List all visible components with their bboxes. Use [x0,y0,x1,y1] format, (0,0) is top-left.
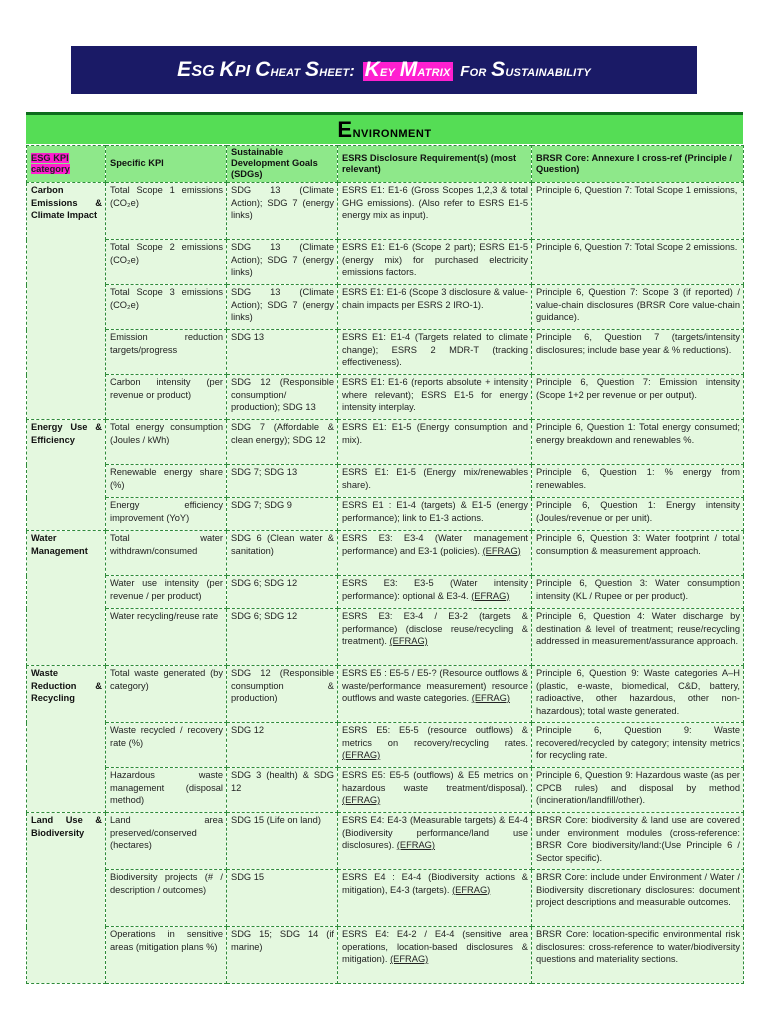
kpi-cell: Water recycling/reuse rate [106,609,227,666]
table-row [27,240,744,285]
sdg-cell: SDG 13 (Climate Action); SDG 7 (energy links) [227,285,338,330]
sdg-cell: SDG 15 (Life on land) [227,813,338,870]
esrs-cell [338,183,532,240]
kpi-cell: Waste recycled / recovery rate (%) [106,723,227,768]
esrs-cell [338,465,532,498]
esrs-text: ESRS E3: E3-5 (Water intensity performance): optional & E3-4. [342,578,528,601]
sdg-cell: SDG 7; SDG 9 [227,498,338,531]
sdg-cell: SDG 13 [227,330,338,375]
esrs-cell [338,420,532,465]
esrs-text: ESRS E5: E5-5 (resource outflows) & metrics on recovery/recycling rates. [342,725,528,748]
brsr-cell: Principle 6, Question 1: Energy intensity (Joules/revenue or per unit). [532,498,744,531]
sdg-cell: SDG 12 (Responsible consumption & production) [227,666,338,723]
brsr-cell: Principle 6, Question 3: Water footprint / total consumption & measurement approach. [532,531,744,576]
section-header [26,112,743,144]
efrag-link[interactable]: (EFRAG) [471,693,510,703]
kpi-cell: Water use intensity (per revenue / per product) [106,576,227,609]
kpi-cell: Hazardous waste management (disposal method) [106,768,227,813]
brsr-cell: BRSR Core: include under Environment / Water / Biodiversity discretionary disclosures: document project descriptions and measurable outcomes. [532,870,744,927]
sdg-cell: SDG 12 [227,723,338,768]
esrs-cell [338,531,532,576]
kpi-cell: Total Scope 1 emissions (CO₂e) [106,183,227,240]
brsr-cell: Principle 6, Question 7 (targets/intensity disclosures; include base year & % reductions). [532,330,744,375]
kpi-cell: Biodiversity projects (# / description / outcomes) [106,870,227,927]
title-banner [71,46,697,94]
sdg-cell: SDG 15 [227,870,338,927]
title-part1: ESG KPI Cheat Sheet: [177,58,355,81]
efrag-link[interactable]: (EFRAG) [452,884,491,895]
table-row [27,330,744,375]
table-row [27,723,744,768]
kpi-matrix-table [26,145,744,984]
category-cell: Land Use & Biodiversity [27,813,106,984]
esrs-cell [338,576,532,609]
kpi-cell: Total water withdrawn/consumed [106,531,227,576]
table-row [27,498,744,531]
esrs-text: ESRS E5 : E5-5 / E5-? (Resource outflows & waste/performance measurement) resource outflows and waste categories. [342,668,528,703]
header-category-label: ESG KPI category [31,152,70,174]
category-cell: Water Management [27,531,106,666]
esrs-cell [338,768,532,813]
title-part2: for Sustainability [460,58,591,81]
esrs-text: ESRS E1: E1-6 (Gross Scopes 1,2,3 & total GHG emissions). (Also refer to ESRS E1-5 energy mix as input). [342,185,528,220]
esrs-cell [338,813,532,870]
table-row [27,609,744,666]
table-row [27,813,744,870]
kpi-cell: Operations in sensitive areas (mitigation plans %) [106,927,227,984]
header-brsr: BRSR Core: Annexure I cross-ref (Principle / Question) [532,146,744,183]
brsr-cell: Principle 6, Question 9: Hazardous waste (as per CPCB rules) and disposal by method (incineration/landfill/other). [532,768,744,813]
category-cell: Carbon Emissions & Climate Impact [27,183,106,420]
title-highlight: Key Matrix [364,58,451,81]
brsr-cell: BRSR Core: location-specific environmental risk disclosures: cross-reference to water/biodiversity questions and materiality sections. [532,927,744,984]
brsr-cell: Principle 6, Question 1: % energy from renewables. [532,465,744,498]
table-row [27,870,744,927]
esrs-cell [338,927,532,984]
esrs-cell [338,609,532,666]
table-row [27,531,744,576]
table-row [27,576,744,609]
page-title [177,58,591,82]
esrs-cell [338,375,532,420]
brsr-cell: Principle 6, Question 9: Waste recovered/recycled by category; intensity metrics for recycling rate. [532,723,744,768]
brsr-cell: Principle 6, Question 4: Water discharge by destination & level of treatment; reuse/recycling addressed in measurement/assurance approach. [532,609,744,666]
kpi-cell: Carbon intensity (per revenue or product) [106,375,227,420]
table-row [27,465,744,498]
efrag-link[interactable]: (EFRAG) [389,636,428,646]
esrs-text: ESRS E4: E4-3 (Measurable targets) & E4-4 (Biodiversity performance/land use disclosures). [342,815,528,850]
brsr-cell: Principle 6, Question 7: Emission intensity (Scope 1+2 per revenue or per output). [532,375,744,420]
sdg-cell: SDG 12 (Responsible consumption/ production); SDG 13 [227,375,338,420]
sdg-cell: SDG 6 (Clean water & sanitation) [227,531,338,576]
category-cell: Energy Use & Efficiency [27,420,106,531]
table-row [27,183,744,240]
kpi-cell: Total waste generated (by category) [106,666,227,723]
efrag-link[interactable]: (EFRAG) [342,795,381,805]
table-row [27,768,744,813]
efrag-link[interactable]: (EFRAG) [471,590,510,601]
brsr-cell: Principle 6, Question 3: Water consumption intensity (KL / Rupee or per product). [532,576,744,609]
esrs-text: ESRS E3: E3-4 / E3-2 (targets & performance) (disclose reuse/recycling & treatment). [342,611,528,646]
brsr-cell: Principle 6, Question 9: Waste categories A–H (plastic, e-waste, biomedical, C&D, battery, radioactive, other hazardous, other non-hazardous); total waste generated. [532,666,744,723]
efrag-link[interactable]: (EFRAG) [396,840,435,850]
category-cell: Waste Reduction & Recycling [27,666,106,813]
esrs-text: ESRS E4: E4-2 / E4-4 (sensitive area operations, location-based disclosures & mitigation). [342,929,528,964]
esrs-cell [338,285,532,330]
table-row [27,666,744,723]
kpi-cell: Total Scope 3 emissions (CO₂e) [106,285,227,330]
esrs-cell [338,240,532,285]
brsr-cell: Principle 6, Question 7: Total Scope 1 emissions, [532,183,744,240]
brsr-cell: Principle 6, Question 7: Total Scope 2 emissions. [532,240,744,285]
sdg-cell: SDG 7 (Affordable & clean energy); SDG 12 [227,420,338,465]
esrs-text: ESRS E1: E1-6 (Scope 2 part); ESRS E1-5 (energy mix) for purchased electricity emissions factors. [342,242,528,277]
esrs-text: ESRS E1: E1-6 (Scope 3 disclosure & value-chain impacts per ESRS 2 IRO-1). [342,287,528,310]
table-row [27,285,744,330]
esrs-cell [338,498,532,531]
sdg-cell: SDG 15; SDG 14 (if marine) [227,927,338,984]
esrs-text: ESRS E5: E5-5 (outflows) & E5 metrics on hazardous waste treatment/disposal). [342,770,528,793]
header-sdg: Sustainable Development Goals (SDGs) [227,146,338,183]
header-category [27,146,106,183]
kpi-cell: Total Scope 2 emissions (CO₂e) [106,240,227,285]
esrs-text: ESRS E1 : E1-4 (targets) & E1-5 (energy performance); link to E1-3 actions. [342,500,528,523]
table-header-row [27,146,744,183]
efrag-link[interactable]: (EFRAG) [482,545,521,556]
kpi-cell: Total energy consumption (Joules / kWh) [106,420,227,465]
esrs-text: ESRS E1: E1-5 (Energy mix/renewables share). [342,467,528,490]
kpi-cell: Emission reduction targets/progress [106,330,227,375]
esrs-text: ESRS E4 : E4-4 (Biodiversity actions & mitigation), E4-3 (targets). [342,872,528,895]
esrs-cell [338,870,532,927]
sdg-cell: SDG 3 (health) & SDG 12 [227,768,338,813]
sdg-cell: SDG 6; SDG 12 [227,576,338,609]
esrs-text: ESRS E3: E3-4 (Water management performance) and E3-1 (policies). [342,533,528,556]
esrs-cell [338,723,532,768]
sdg-cell: SDG 7; SDG 13 [227,465,338,498]
esrs-text: ESRS E1: E1-5 (Energy consumption and mix). [342,422,528,445]
kpi-cell: Renewable energy share (%) [106,465,227,498]
brsr-cell: Principle 6, Question 7: Scope 3 (if reported) / value-chain disclosures (BRSR Core value-chain guidance). [532,285,744,330]
kpi-cell: Land area preserved/conserved (hectares) [106,813,227,870]
efrag-link[interactable]: (EFRAG) [390,954,429,964]
brsr-cell: BRSR Core: biodiversity & land use are covered under environment modules (cross-reference: BRSR Core biodiversity/land:(Use Principle 6 / Sector specific). [532,813,744,870]
sdg-cell: SDG 13 (Climate Action); SDG 7 (energy links) [227,240,338,285]
header-esrs: ESRS Disclosure Requirement(s) (most relevant) [338,146,532,183]
section-title: Environment [337,116,432,142]
header-kpi: Specific KPI [106,146,227,183]
esrs-text: ESRS E1: E1-4 (Targets related to climate change); ESRS 2 MDR-T (tracking effectiveness). [342,332,528,367]
sdg-cell: SDG 6; SDG 12 [227,609,338,666]
table-row [27,420,744,465]
table-body [27,183,744,984]
kpi-cell: Energy efficiency improvement (YoY) [106,498,227,531]
table-row [27,927,744,984]
esrs-text: ESRS E1: E1-6 (reports absolute + intensity where relevant); ESRS E1-5 for energy intensity interplay. [342,377,528,412]
table-row [27,375,744,420]
esrs-cell [338,666,532,723]
brsr-cell: Principle 6, Question 1: Total energy consumed; energy breakdown and renewables %. [532,420,744,465]
sdg-cell: SDG 13 (Climate Action); SDG 7 (energy links) [227,183,338,240]
efrag-link[interactable]: (EFRAG) [342,750,381,760]
esrs-cell [338,330,532,375]
